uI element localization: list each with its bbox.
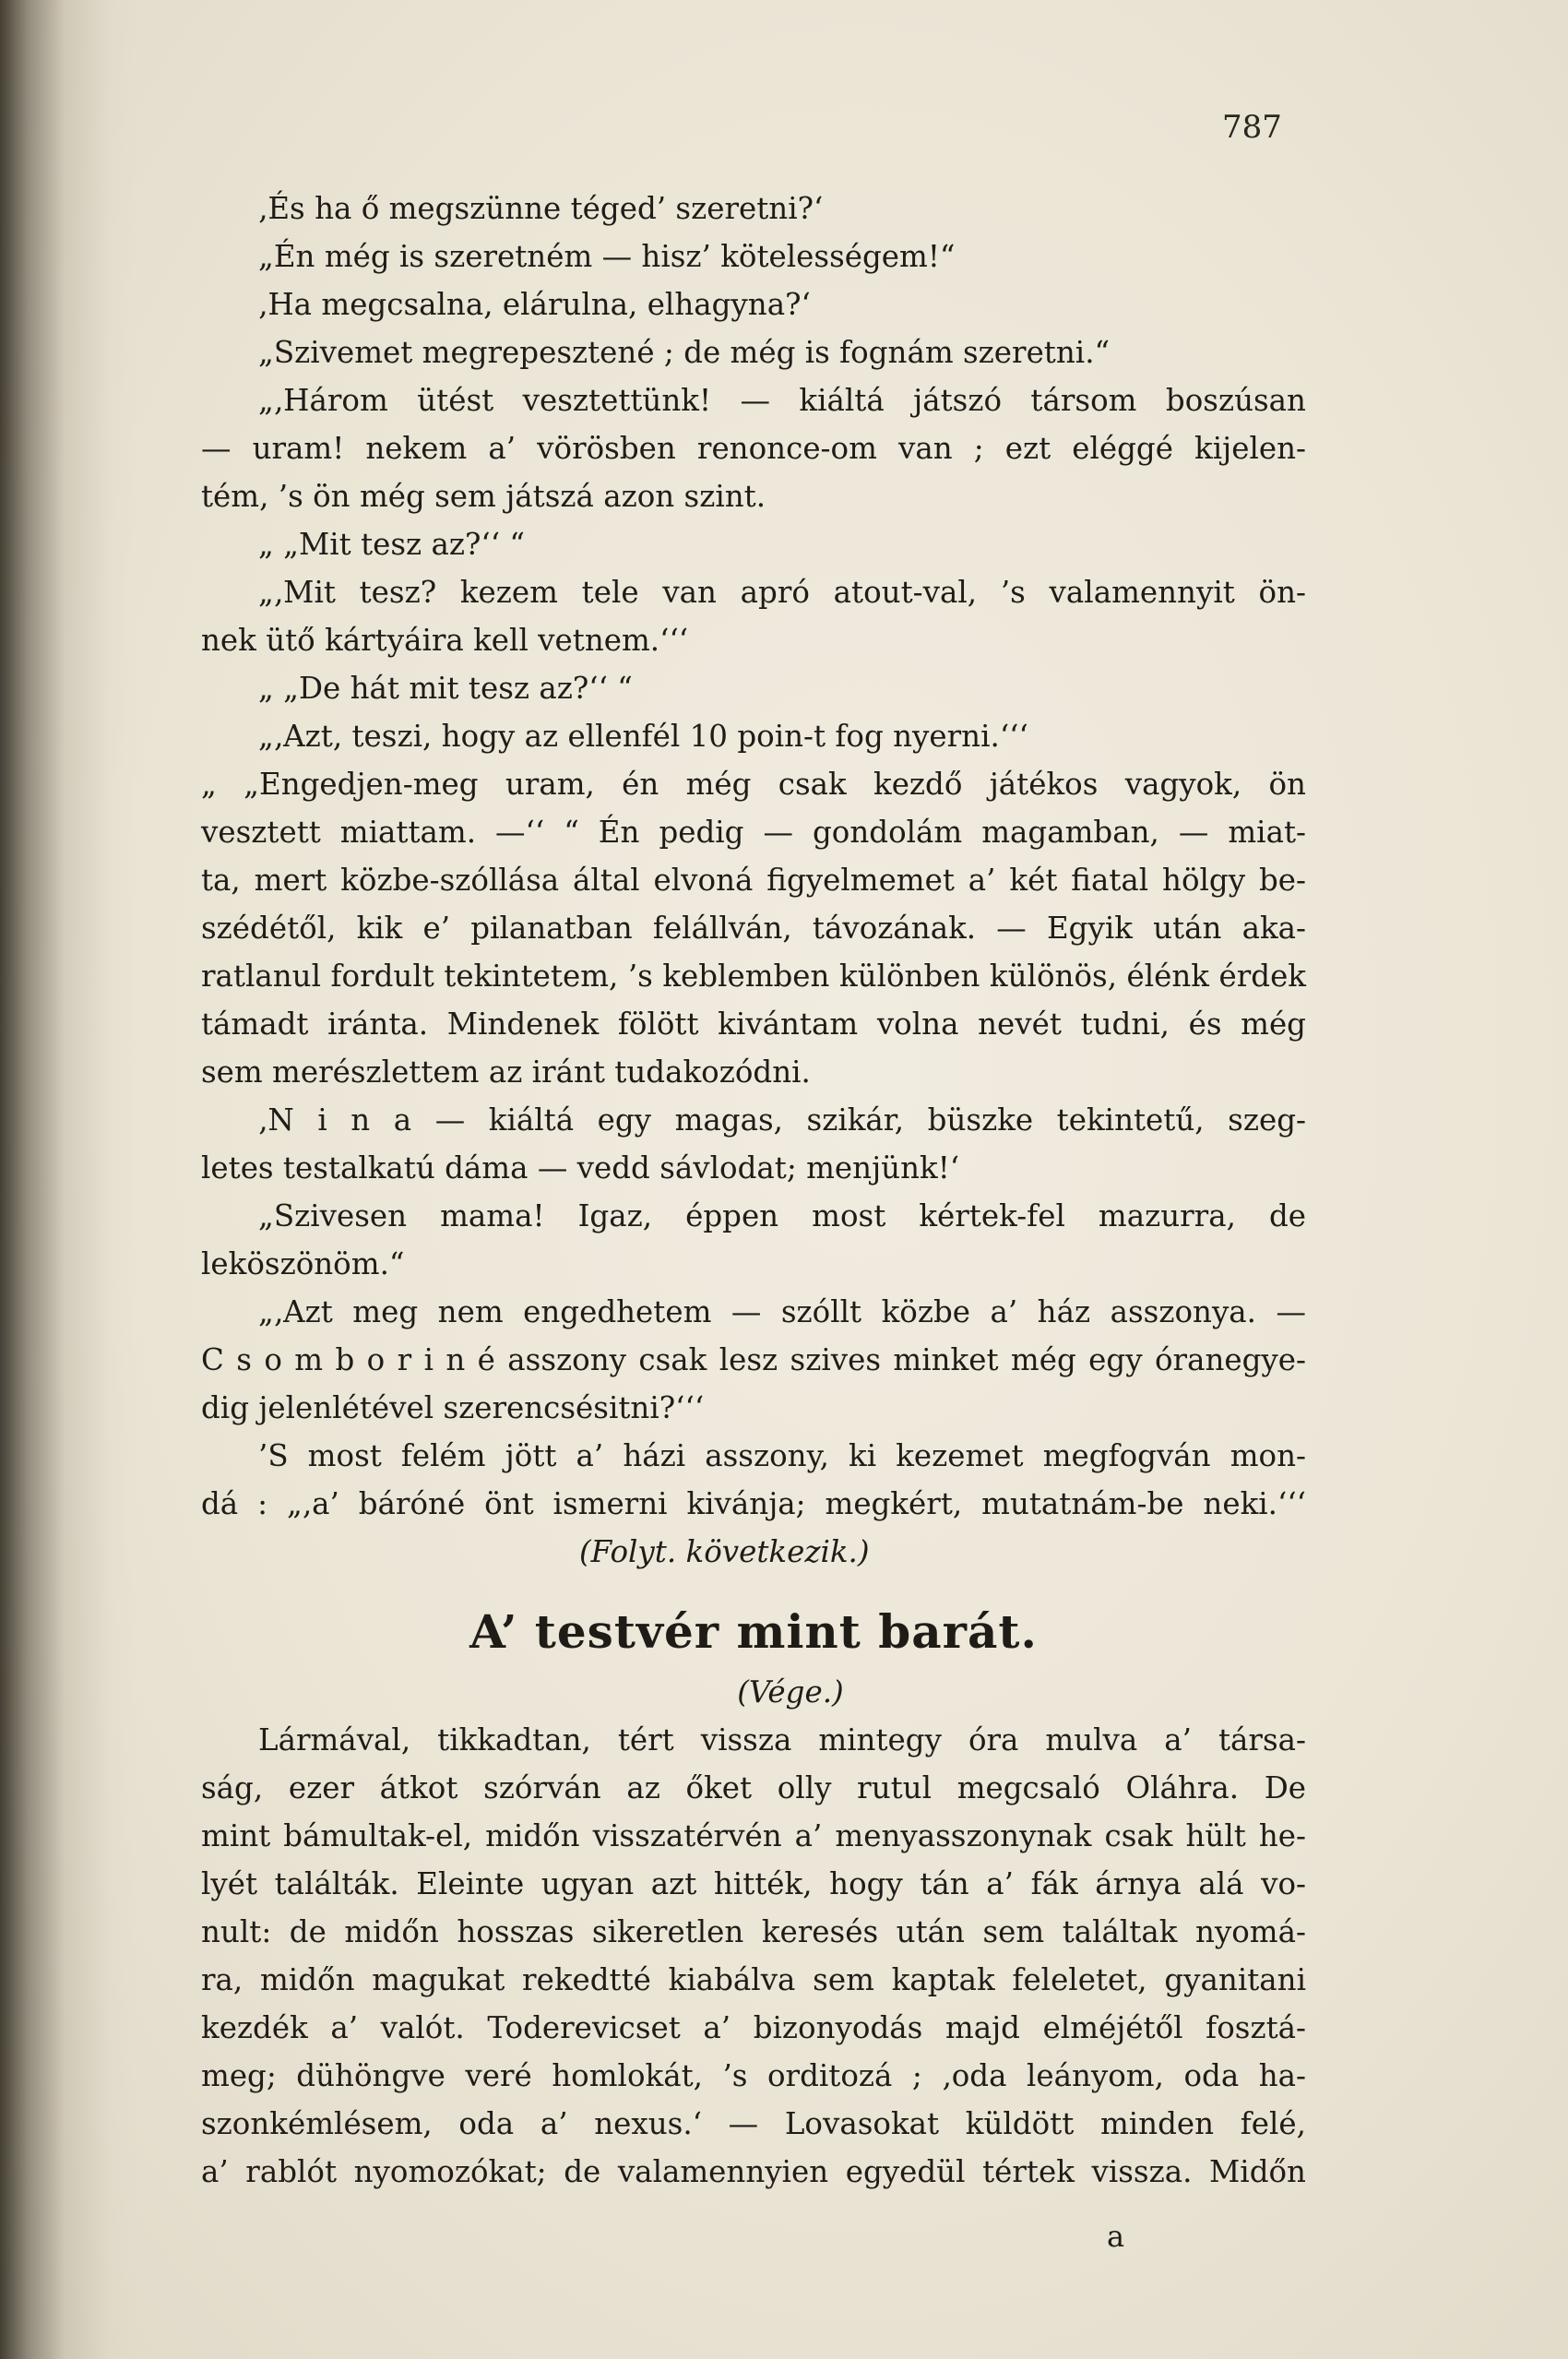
text-line: nek ütő kártyáira kell vetnem.‘‘‘ [201, 623, 689, 658]
text-line: „Én még is szeretném — hisz’ kötelességem!“ [258, 239, 956, 274]
text-line: dá : „‚a’ báróné önt ismerni kivánja; megkért, mutatnám-be neki.‘‘‘ [201, 1486, 1306, 1521]
text-line: támadt iránta. Mindenek fölött kivántam volna nevét tudni, és még [201, 1007, 1306, 1042]
text-line: ‚N i n a — kiáltá egy magas, szikár, büszke tekintetű, szeg- [258, 1102, 1306, 1138]
text-line: sem merészlettem az iránt tudakozódni. [201, 1054, 811, 1090]
text-line: ’S most felém jött a’ házi asszony, ki kezemet megfogván mon- [258, 1438, 1306, 1473]
text-line: ta, mert közbe-szóllása által elvoná figyelmemet a’ két fiatal hölgy be- [201, 863, 1306, 898]
text-line: ‚És ha ő megszünne téged’ szeretni?‘ [258, 191, 824, 226]
text-line: Lármával, tikkadtan, tért vissza mintegy óra mulva a’ társa- [258, 1722, 1306, 1757]
text-line: a’ rablót nyomozókat; de valamennyien egyedül tértek vissza. Midőn [201, 2154, 1306, 2189]
text-line: C s o m b o r i n é asszony csak lesz szives minket még egy óranegye- [201, 1342, 1306, 1377]
text-line: „ „Mit tesz az?‘‘ “ [258, 527, 526, 562]
section-subtitle: (Vége.) [737, 1674, 844, 1710]
text-line: ratlanul fordult tekintetem, ’s keblemben különben különös, élénk érdek [201, 959, 1306, 994]
text-line: „‚Három ütést vesztettünk! — kiáltá játszó társom boszúsan [258, 383, 1306, 418]
text-line: „ „De hát mit tesz az?‘‘ “ [258, 671, 633, 706]
text-line: lyét találták. Eleinte ugyan azt hitték, hogy tán a’ fák árnya alá vo- [201, 1866, 1306, 1901]
page-body [201, 185, 1306, 2196]
text-line: — uram! nekem a’ vörösben renonce-om van ; ezt eléggé kijelen- [201, 431, 1306, 466]
text-line: „‚Azt, teszi, hogy az ellenfél 10 poin-t fog nyerni.‘‘‘ [258, 719, 1028, 754]
text-line: tém, ’s ön még sem játszá azon szint. [201, 479, 766, 514]
text-line: „‚Azt meg nem engedhetem — szóllt közbe a’ ház asszonya. — [258, 1294, 1306, 1329]
text-line: „‚Mit tesz? kezem tele van apró atout-val, ’s valamennyit ön- [258, 575, 1306, 610]
text-line: „ „Engedjen-meg uram, én még csak kezdő játékos vagyok, ön [201, 767, 1306, 802]
section-title: A’ testvér mint barát. [469, 1604, 1038, 1659]
text-line: szédétől, kik e’ pilanatban felállván, távozának. — Egyik után aka- [201, 911, 1306, 946]
text-line: „Szivemet megrepesztené ; de még is fognám szeretni.“ [258, 335, 1111, 370]
text-line: szonkémlésem, oda a’ nexus.‘ — Lovasokat küldött minden felé, [201, 2106, 1306, 2141]
text-line: vesztett miattam. —‘‘ “ Én pedig — gondolám magamban, — miat- [201, 815, 1306, 850]
continuation-note: (Folyt. következik.) [579, 1534, 870, 1569]
text-line: mint bámultak-el, midőn visszatérvén a’ menyasszonynak csak hült he- [201, 1818, 1306, 1853]
page-number: 787 [1222, 109, 1282, 146]
text-line: „Szivesen mama! Igaz, éppen most kértek-fel mazurra, de [258, 1198, 1306, 1233]
text-line: leköszönöm.“ [201, 1246, 405, 1281]
text-line: dig jelenlétével szerencsésitni?‘‘‘ [201, 1390, 705, 1425]
text-line: ság, ezer átkot szórván az őket olly rutul megcsaló Oláhra. De [201, 1770, 1306, 1805]
binding-shadow [0, 0, 138, 2359]
text-line: ‚Ha megcsalna, elárulna, elhagyna?‘ [258, 287, 811, 322]
text-line: nult: de midőn hosszas sikeretlen keresés után sem találtak nyomá- [201, 1914, 1306, 1949]
text-line: letes testalkatú dáma — vedd sávlodat; menjünk!‘ [201, 1150, 960, 1185]
text-line: kezdék a’ valót. Toderevicset a’ bizonyodás majd elméjétől fosztá- [201, 2010, 1306, 2045]
catchword: a [1107, 2219, 1125, 2254]
text-line: meg; dühöngve veré homlokát, ’s orditozá ; ‚oda leányom, oda ha- [201, 2058, 1306, 2093]
text-line: ra, midőn magukat rekedtté kiabálva sem kaptak feleletet, gyanitani [201, 1962, 1306, 1997]
